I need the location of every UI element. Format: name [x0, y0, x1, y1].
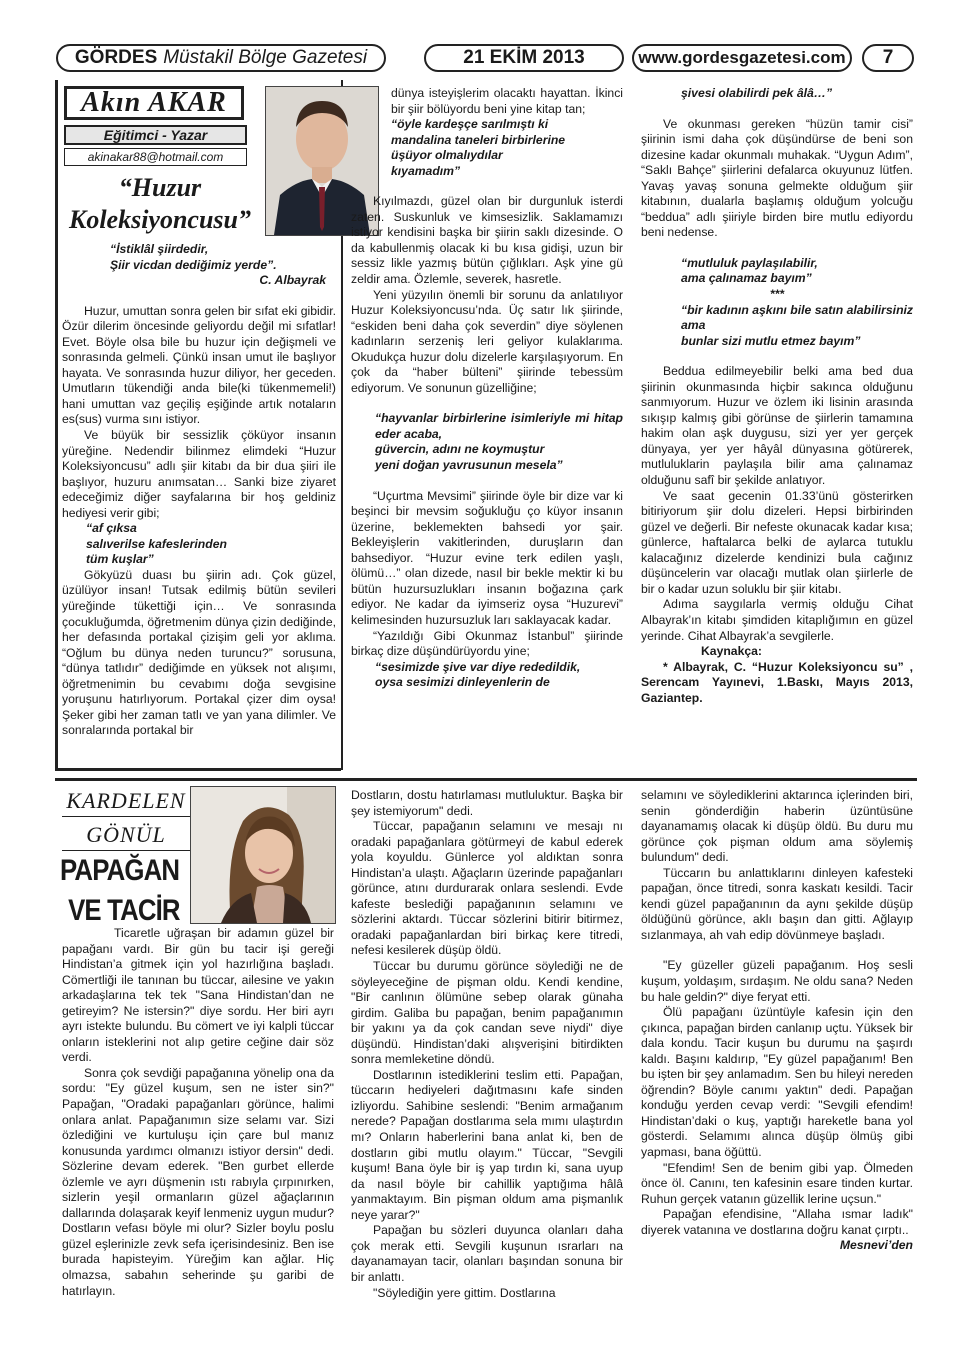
poem-line: “mutluluk paylaşılabilir,	[681, 255, 818, 270]
paragraph: Tüccarın bu anlattıklarını dinleyen kafesteki papağan, önce titredi, sonra kaskatı kesildi. Tacir kendi güzel papağanının da aynı şekilde düşüp öldüğünü görünce, aklı başın dan gitti. Ağlayıp sızlanmaya, ah vah edip dövünmeye başladı.	[641, 865, 913, 942]
author2-first-name: KARDELEN	[62, 788, 190, 817]
date-box	[424, 44, 624, 72]
paragraph: Huzur, umuttan sonra gelen bir sıfat eki gibidir. Özür dilerim öncesinde geliyordu değil mi sıfatlar! Evet. Böyle olsa bile bu huzur için değişmeli ve sonrasında gelmeli. Çünkü insan umut ile başlıyor hayata. Ve sonrasında huzur diliyor, her geceden. Umutların tükendiği anda bile(ki tükenmemeli!) hani umuttan vaz geçiliş eşiğinde artık notaların es(sus) vurma sını istiyor.	[62, 303, 336, 427]
paragraph: Adıma saygılarla vermiş olduğu Cihat Albayrak’ın kitabı şimdiden kitaplığımın en güzel yerinde. Cihat Albayrak’a sevgilerle.	[641, 597, 913, 643]
paragraph: Ve okunması gereken “hüzün tamir cisi” şiirinin ismi daha çok düşündürse de beni son dizesine kadar okunmalı muhakak. “Uygun Adım”, “Saklı Bahçe” şiirlerini defalarca okuyunuz lütfen. Yavaş yavaş sonuna gelmekte olduğum şiir kitabının, dualarla başlamış olduğum yolcuğu “bedduа” adlı şiiriyle birden bire mutlu ediyordu beni nedense.	[641, 116, 913, 240]
paragraph: dünya isteyişlerim olacaktı hayattan. İkinci bir şiir bölüyordu beni yine kitap tan;	[391, 86, 623, 116]
author-name-box	[64, 86, 244, 120]
paragraph: Dostların, dostu hatırlaması mutluluktur. Başka bir şey istemiyorum" dedi.	[351, 788, 623, 818]
epigraph-source: C. Albayrak	[259, 273, 326, 288]
website-link[interactable]: www.gordesgazetesi.com	[638, 48, 846, 67]
author2-photo	[190, 786, 336, 924]
paragraph: “Uçurtma Mevsimi” şiirinde öyle bir dize var ki beşinci bir mevsim soğukluğu ço küyor insanın üzerine, beklemekten bahsedi yor şair. Bekleyişlerin vakitlerinden, duruşların dan bahsediyor. “Huzur evine terk edilen yaşlı, ölümü…” olan dizede, nasıl bir bekle mektir ki bu bütün huzursuzlukları insanın boğazına çark ediyor. Ne kadar da iyimseriz oysa “Huzurevi” kelimesinden huzursuzluk ları saklayacak kadar.	[351, 488, 623, 627]
top-article-rule-bottom	[55, 768, 341, 771]
poem-line: bunlar sizi mutlu etmez bayım”	[681, 333, 861, 348]
poem-line: “af çıksa	[86, 521, 137, 536]
article2-title-line1: PAPAĞAN	[60, 854, 180, 887]
paragraph: Ve büyük bir sessizlik çöküyor insanın yüreğine. Nedendir bilinmez elimdeki “Huzur Koleksiyoncusu” adlı şiir kitabı da bir dua şiiri ile başlıyor, huzuru anımsatan… Sanki bize ziyaret edeceğimiz diğer sayfalarına bir hoş geldiniz hediyesi verir gibi;	[62, 428, 336, 520]
poem-line: yeni doğan yavrusunun mesela”	[375, 458, 563, 473]
article2-column-3	[641, 788, 913, 1254]
paragraph: Ticaretle uğraşan bir adamın güzel bir papağanı vardı. Bir gün bu tacir işi gereği Hindistan’a gitmek için yol hazırlığına başladı. Cömertliği ile tanınan bu tüccar, ailesine ve yakın arkadaşlarına tek tek "Sana Hindistan’dan ne getireyim? Ne istersin?" diye sordu. Her biri ayrı ayrı istekte bulundu. Bu cömert ve iyi kalpli tüccar onların isteklerini not alıp getire ceğine dair söz verdi.	[62, 926, 334, 1065]
poem-line: şivesi olabilirdi pek âlâ…”	[681, 86, 833, 100]
article-title: “Huzur Koleksiyoncusu”	[68, 173, 252, 234]
poem-line: güvercin, adını ne koymuştur	[375, 442, 545, 457]
paragraph: Dostlarının istediklerini teslim etti. Papağan, tüccarın hediyeleri dağıtmasını kafe sinden izliyordu. Sahibine seslendi: "Benim armağanım nerede? Papağan dostlarıma sela mımı ulaştırdın mı? Onların haberlerini bana anlat ki, ben de dostların gibi mutlu olayım." Tüccar, "Sevgili kuşum! Bana öyle bir iş yap tırdın ki, sana uyup da nasıl böyle bir cahillik yaptığıma hâlâ yanmaktayım. Bin pişman oldum ama pişmanlık neye yarar?"	[351, 1067, 623, 1222]
paragraph: "Efendim! Sen de benim gibi yap. Ölmeden önce öl. Canını, ten kafesinin esare tinden kurtar. Ruhun gerçek vatanın güzellik lerine uçsun."	[641, 1160, 913, 1206]
website-box	[632, 44, 852, 72]
author-role-box	[64, 125, 247, 145]
paragraph: “Yazıldığı Gibi Okunmaz İstanbul” şiirinde birkaç dize düşündürüyordu yine;	[351, 628, 623, 659]
top-article-rule-left	[55, 80, 58, 770]
poem-line: salıverilse kafeslerinden	[86, 536, 227, 551]
poem-line: ama çalınamaz bayım”	[681, 271, 812, 286]
masthead-box	[56, 44, 386, 72]
poem-line: üşüyor olmalıydılar	[391, 148, 503, 163]
page-number: 7	[882, 47, 894, 68]
author-name: Akın AKAR	[81, 87, 227, 118]
author-role: Eğitimci - Yazar	[103, 127, 208, 143]
paragraph: Beddua edilmeyebilir belki ama bed dua şiirinin okunmasında hiçbir sakınca olduğunu sanmıyorum. Huzur ve özlem iki lisinin arasında sıkışıp kalmış gibi görünse de şiirlerin tamamına hakim olan aşk duygusu, sizi yer yer gerçek dünyaya, yer yer hâyâl dünyasına götürerek, mutluluklarin paylaşıla bilir ama çalınamaz olduğunu safî bir şekilde anlatıyor.	[641, 364, 913, 488]
paragraph: "Söylediğin yere gittim. Dostlarına	[373, 1285, 556, 1300]
epigraph-line: Şiir vicdan dediğimiz yerde”.	[110, 257, 277, 272]
page-number-box	[862, 44, 914, 72]
poem-line: mandalina taneleri birbirlerine	[391, 132, 566, 147]
paragraph: selamını ve söylediklerini aktarınca içlerinden biri, senin gönderdiğin haberin üzüntüsüne dayanamamış olacak ki düşüp öldü. Bu duru mu görünce çok pişman oldum ama söylemiş bulundum" dedi.	[641, 788, 913, 865]
paragraph: Gökyüzü duası bu şiirin adı. Çok güzel, üzülüyor insan! Tutsak edilmiş bütün sevileri yüreğinde tükettiği için… Ve sonrasında çocukluğumda, öğretmenim dünya çizin dediğinde, her defasında portakal çizişim geli yor aklıma. “Oğlum bu dünya neden turuncu?” sorusuna, “dünya tatlıdır” dediğimde en yüksek not alışımı, öğretmenimin bu cevabımı doğa sevgisine yoruşunu hatırlıyorum. Portakal çizer dim oysa! Şeker gibi her zaman tatlı ve yan yana dilimler. Ve sonralarında portakal bir	[62, 567, 336, 738]
author2-last-name: GÖNÜL	[62, 822, 190, 851]
paragraph: Kıyılmazdı, güzel olan bir durgunluk isterdi zaten. Suskunluk ve kimsesizlik. Saklamamızı istiyor kendisini başka bir şiirin saklı dizesinde. O da kabullenmiş olacak ki bu kısa gidişi, uzun bir sessiz likle yazmış bütün çığlıkları. Aşk yine gü zeldir ama. Özlemle, severek, hasretle.	[351, 194, 623, 287]
paragraph: "Ey güzeller güzeli papağanım. Hoş sesli kuşum, yoldaşım, sırdaşım. Ne oldu sana? Neden bu hale geldin?" diye feryat etti.	[641, 958, 913, 1004]
author-email[interactable]: akinakar88@hotmail.com	[87, 150, 224, 164]
paragraph: Ve saat gecenin 01.33’ünü gösterirken bitiriyorum şiir dolu dizeleri. Hepsi birbirinden güzel ve değerli. Bir nefeste okunacak kadar kısa; günlerce, haftalarca belki de aylarca tutuklu kalacağınız dizelerde kendinizi bula cağınız düşüncelerin var olacağı mutlak olan şiirlerle de bir o kadar uzun soluklu bir şiir kitabı.	[641, 488, 913, 596]
poem-line: oysa sesimizi dinleyenlerin de	[375, 675, 550, 690]
article1-column-1	[62, 242, 336, 739]
paragraph: Yeni yüzyılın önemli bir sorunu da anlatılıyor Huzur Koleksiyoncusu’nda. Üç satır lık şiirinde, “eskiden beni daha çok severdin” diye söylenen kadınların serzeniş leri geliyor kulaklarıma. Okudukça huzur dolu dizelerle karşılaşıyorum. En çok da “haber bülteni” şiirinde tebessüm ediyorum. Ve sonunun güzelliğine;	[351, 287, 623, 395]
poem-line: kıyamadım”	[391, 163, 461, 178]
article1-column-2	[351, 86, 623, 691]
author-email-box	[64, 148, 247, 166]
article-separator	[55, 778, 917, 781]
paragraph: Papağan efendisine, "Allaha ısmar ladık" diyerek vatanına ve dostlarına doğru kanat çırptı..	[641, 1207, 913, 1237]
paragraph: Tüccar bu durumu görünce söylediği ne de söyleyeceğine de pişman oldu. Kendi kendine, "Bir canlının ölümüne sebep olarak günaha girdim. Galiba bu papağan, benim papağanımın bir yakını ya da çok candan seve niydi" diye düşündü. Hindistan’daki alışverişini bitirdikten sonra memleketine döndü.	[351, 959, 623, 1067]
article2-column-2	[351, 788, 623, 1301]
sources-label: Kaynakça:	[701, 644, 762, 659]
poem-line: “öyle kardeşçe sarılmıştı ki	[391, 117, 549, 132]
poem-line: “bir kadının aşkını bile satın alabilirsiniz ama	[681, 302, 913, 333]
paragraph: Papağan bu sözleri duyunca olanları daha çok merak etti. Sevgili kuşunun ısrarları na dayanamayan tacir, olanları başından sonuna bir bir anlattı.	[351, 1223, 623, 1284]
article2-column-1	[62, 926, 334, 1299]
article2-title-line2: VE TACİR	[68, 894, 180, 927]
poem-separator: ***	[769, 287, 785, 302]
paragraph: Sonra çok sevdiği papağanına yönelip ona da sordu: "Ey güzel kuşum, sen ne ister sin?" Papağan, "Oradaki papağanları görünce, halimi onlara anlat. Papağanımın size selamı var. Sizi özlediğini ve kurtuluşu için çare bul manız konusunda yardımcı olmanızı istiyor dersin" dedi. Sözlerine devam ederek. "Ben gurbet ellerde özlemle ve ayrı düşmenin ıstı rabıyla çırpınırken, sizlerin yeşil ormanların güzel ağaçlarının dallarında dolaşarak keyif lenmeniz uygun mudur? Dostların vefası böyle mi olur? Sizler boylu poslu güzel eşlerinizle zevk sefa içerisindesiniz. Ben ise burada hapisteyim. Yüreğim kan ağlar. Hiç olmazsa, sabahın seherinde şu garibi de hatırlayın.	[62, 1065, 334, 1298]
paragraph: Tüccar, papağanın selamını ve mesajı nı oradaki papağanlara götürmeyi de kabul ederek yola koyuldu. Günlerce yol aldıktan sonra Hindistan’a ulaştı. Ağaçların üzerinde papağanları görünce, atını durdurarak onlara seslendi. Evde kafeste beslediği papağanının selamını ve sözlerini aktardı. Tüccar sözlerini bitirir bitirmez, oradaki papağanlardan biri birkaç kere titredi, nefesi kesilerek düşüp öldü.	[351, 819, 623, 958]
paper-subtitle: Müstakil Bölge Gazetesi	[163, 47, 368, 68]
issue-date: 21 EKİM 2013	[463, 47, 585, 68]
sources-text: * Albayrak, C. “Huzur Koleksiyoncu su” , Serencam Yayınevi, 1.Baskı, Mayıs 2013, Gaziantep.	[641, 659, 913, 705]
paper-name: GÖRDES	[74, 47, 158, 68]
poem-line: “sesimizde şive var diye rededildik,	[375, 659, 581, 674]
epigraph-line: “İstiklâl şiirdedir,	[110, 242, 209, 256]
poem-line: “hayvanlar birbirlerine isimleriyle mi hitap eder acaba,	[375, 411, 623, 441]
article2-source: Mesnevi’den	[839, 1238, 913, 1253]
article1-column-3	[641, 86, 913, 706]
poem-line: tüm kuşlar”	[86, 552, 154, 567]
paragraph: Ölü papağanı üzüntüyle kafesin için den çıkınca, papağan birden canlanıp uçtu. Yüksek bir dala kondu. Tacir kuşun bu durumu na şaşırdı kaldı. Başını kaldırıp, "Ey güzel papağanım! Ben bu işten bir şey anlamadım. Sen bu hileyi nereden öğrendin? Böyle canımı yaktın" dedi. Papağan konduğu yerden cevap verdi: "Sevgili efendim! Hindistan’daki o kuş, yaptığı hareketle bana yol gösterdi. Selamımı alınca düşüp ölmüş gibi yapması, bana öğüttü.	[641, 1005, 913, 1160]
